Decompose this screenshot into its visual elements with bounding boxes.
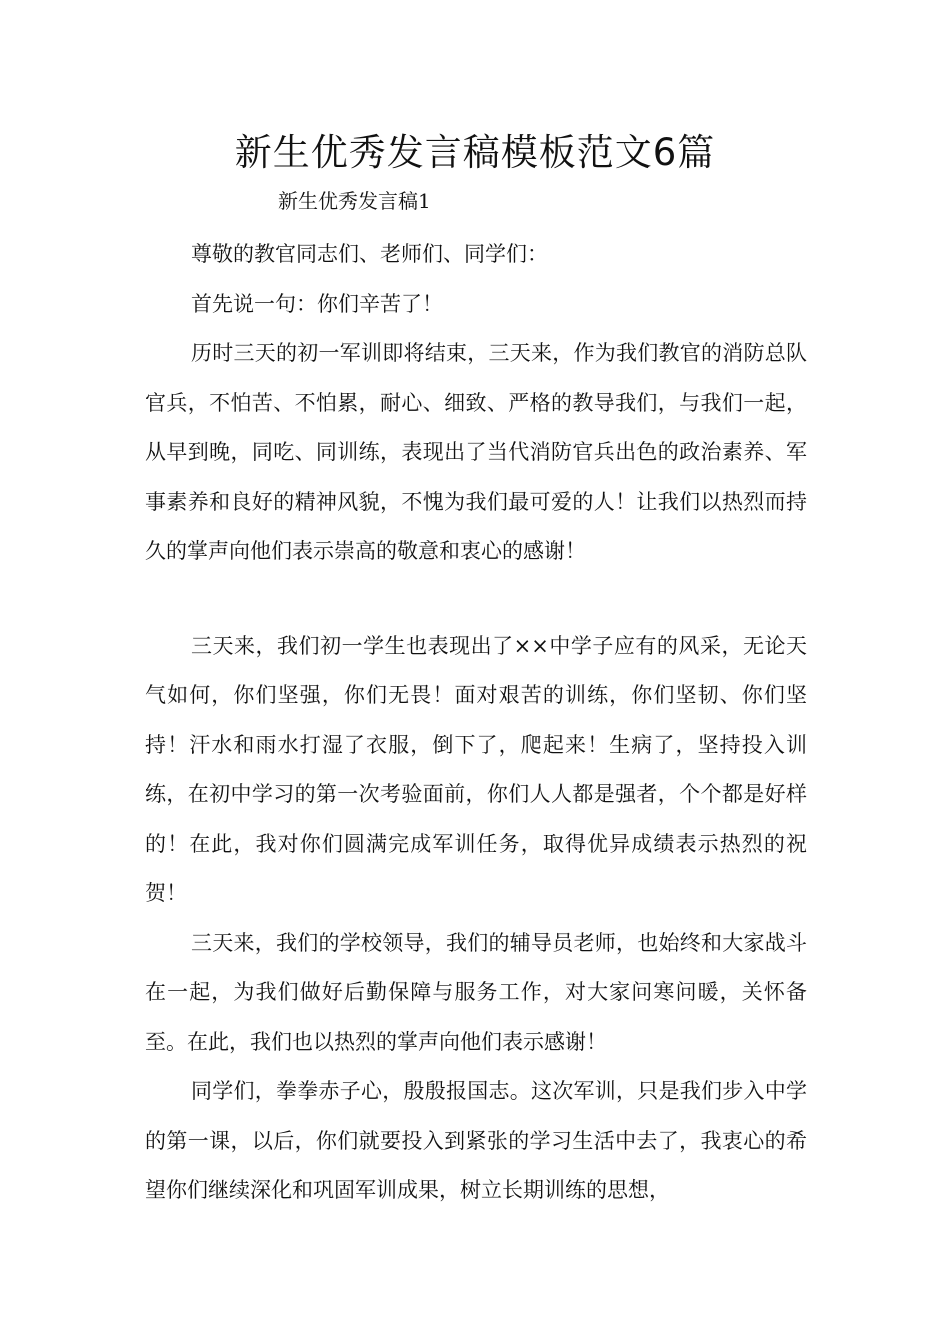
document-subtitle: 新生优秀发言稿1 (278, 189, 431, 213)
body-paragraph: 历时三天的初一军训即将结束，三天来，作为我们教官的消防总队官兵，不怕苦、不怕累，耐心、细致、严格的教导我们，与我们一起，从早到晚，同吃、同训练，表现出了当代消防官兵出色的政治素养、军事素养和良好的精神风貌，不愧为我们最可爱的人！让我们以热烈而持久的掌声向他们表示崇高的敬意和衷心的感谢！ (145, 341, 807, 563)
body-paragraph: 三天来，我们初一学生也表现出了××中学子应有的风采，无论天气如何，你们坚强，你们无畏！面对艰苦的训练，你们坚韧、你们坚持！汗水和雨水打湿了衣服，倒下了，爬起来！生病了，坚持投入训练，在初中学习的第一次考验面前，你们人人都是强者，个个都是好样的！在此，我对你们圆满完成军训任务，取得优异成绩表示热烈的祝贺！ (145, 633, 807, 905)
body-paragraph: 三天来，我们的学校领导，我们的辅导员老师，也始终和大家战斗在一起，为我们做好后勤保障与服务工作，对大家问寒问暖，关怀备至。在此，我们也以热烈的掌声向他们表示感谢！ (145, 930, 807, 1054)
salutation-paragraph: 尊敬的教官同志们、老师们、同学们： (191, 242, 548, 266)
document-body (145, 230, 807, 1216)
body-paragraph: 同学们，拳拳赤子心，殷殷报国志。这次军训，只是我们步入中学的第一课，以后，你们就要投入到紧张的学习生活中去了，我衷心的希望你们继续深化和巩固军训成果，树立长期训练的思想， (145, 1079, 807, 1202)
body-paragraph: 首先说一句：你们辛苦了！ (191, 291, 443, 316)
document-title: 新生优秀发言稿模板范文6篇 (234, 131, 716, 174)
